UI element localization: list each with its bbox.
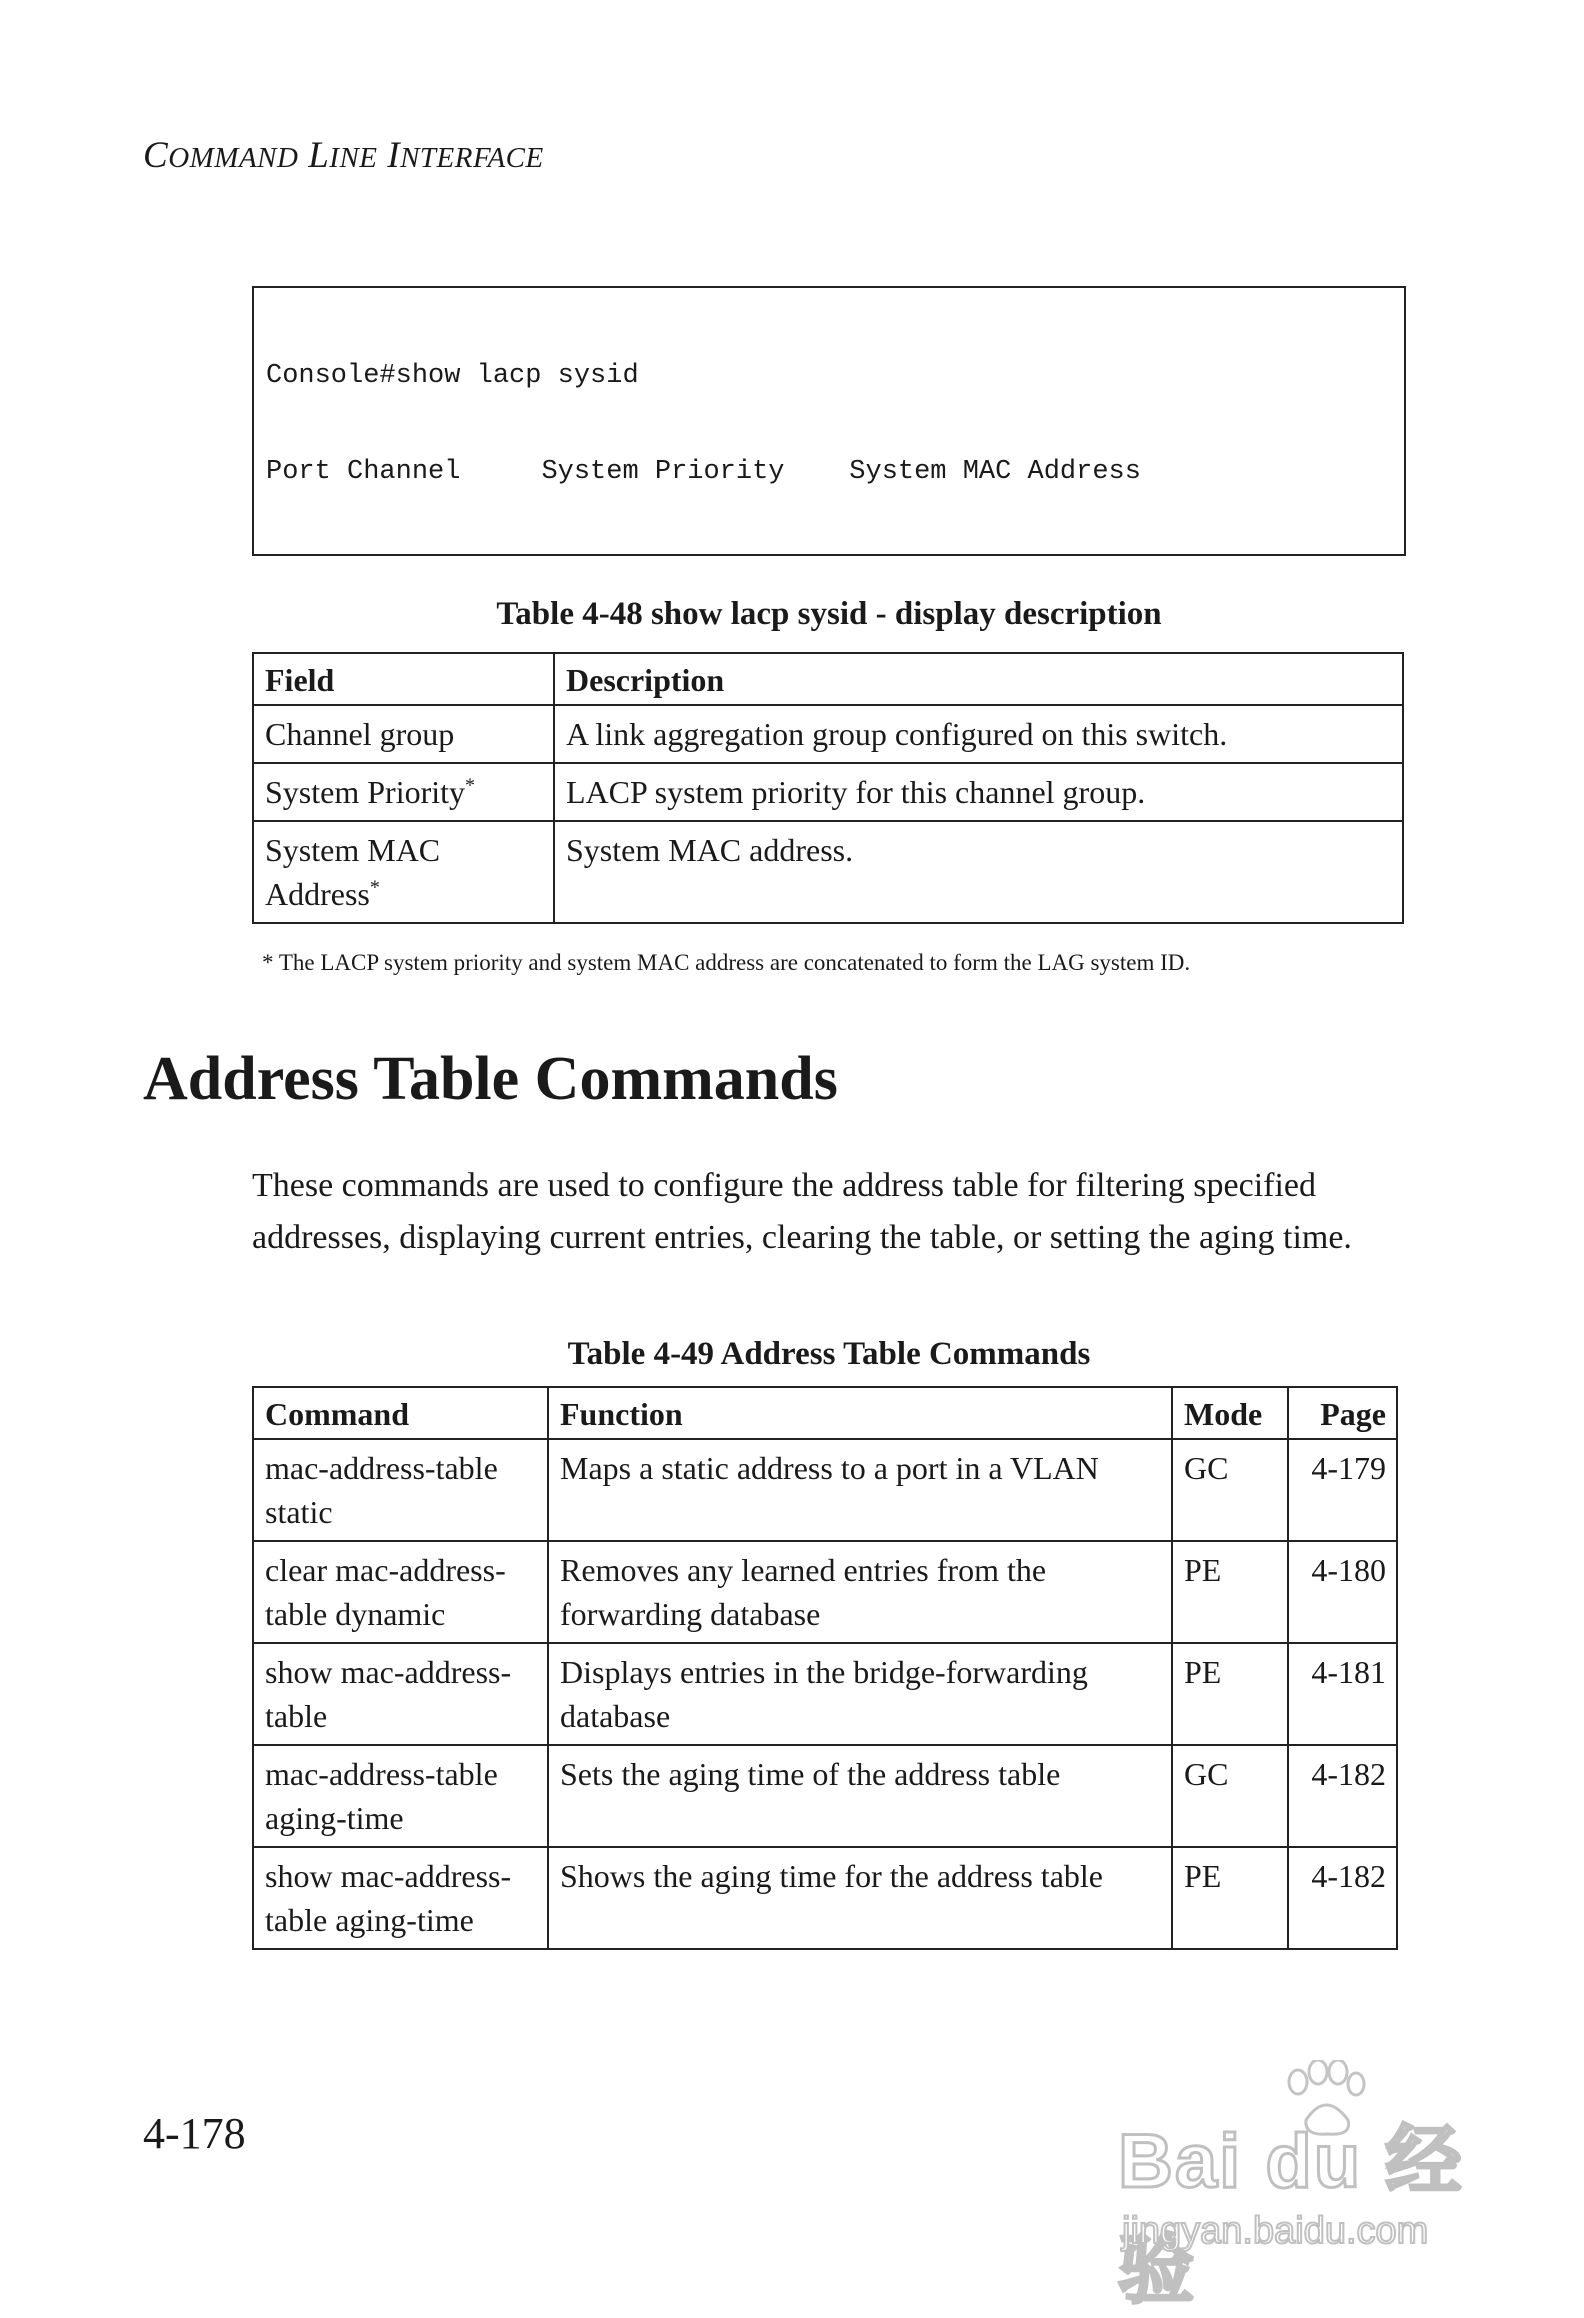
console-line: Console#show lacp sysid xyxy=(266,361,639,391)
field-text: System MAC Address xyxy=(265,832,441,912)
mode-cell: PE xyxy=(1172,1847,1288,1949)
console-output xyxy=(252,286,1406,556)
command-cell: mac-address-table static xyxy=(253,1439,548,1541)
command-cell: clear mac-address-table dynamic xyxy=(253,1541,548,1643)
column-header: Command xyxy=(253,1387,548,1439)
section-title: Address Table Commands xyxy=(143,1045,838,1113)
description-cell: LACP system priority for this channel group. xyxy=(554,763,1403,821)
field-cell: Channel group xyxy=(253,705,554,763)
table-header-row xyxy=(253,653,1403,705)
column-header: Mode xyxy=(1172,1387,1288,1439)
function-cell: Displays entries in the bridge-forwarding database xyxy=(548,1643,1172,1745)
function-cell: Shows the aging time for the address table xyxy=(548,1847,1172,1949)
mode-cell: GC xyxy=(1172,1745,1288,1847)
description-cell: A link aggregation group configured on this switch. xyxy=(554,705,1403,763)
function-cell: Sets the aging time of the address table xyxy=(548,1745,1172,1847)
watermark-brand: Bai du 经验 xyxy=(1118,2119,1464,2313)
column-header: Field xyxy=(253,653,554,705)
page-number: 4-178 xyxy=(143,2109,246,2158)
page-cell: 4-181 xyxy=(1288,1643,1397,1745)
mode-cell: GC xyxy=(1172,1439,1288,1541)
table-48 xyxy=(252,652,1404,924)
console-line xyxy=(266,552,1404,556)
table-48-caption: Table 4-48 show lacp sysid - display description xyxy=(496,596,1162,632)
table-header-row xyxy=(253,1387,1397,1439)
function-cell: Maps a static address to a port in a VLAN xyxy=(548,1439,1172,1541)
table-row xyxy=(253,705,1403,763)
field-text: System Priority xyxy=(265,774,466,810)
page-cell: 4-180 xyxy=(1288,1541,1397,1643)
table-48-footnote: * The LACP system priority and system MAC address are concatenated to form the LAG system ID. xyxy=(262,950,1191,975)
page-cell: 4-179 xyxy=(1288,1439,1397,1541)
page-cell: 4-182 xyxy=(1288,1847,1397,1949)
table-row xyxy=(253,821,1403,923)
mode-cell: PE xyxy=(1172,1541,1288,1643)
running-header xyxy=(143,134,544,177)
column-header: Description xyxy=(554,653,1403,705)
description-cell: System MAC address. xyxy=(554,821,1403,923)
mode-cell: PE xyxy=(1172,1643,1288,1745)
table-row xyxy=(253,1541,1397,1643)
baidu-watermark xyxy=(1118,2060,1518,2313)
command-cell: show mac-address-table xyxy=(253,1643,548,1745)
footnote-mark: * xyxy=(369,876,380,899)
page-cell: 4-182 xyxy=(1288,1745,1397,1847)
table-row xyxy=(253,1643,1397,1745)
field-cell xyxy=(253,821,554,923)
table-49-caption: Table 4-49 Address Table Commands xyxy=(567,1336,1091,1372)
function-cell: Removes any learned entries from the forwarding database xyxy=(548,1541,1172,1643)
command-cell: mac-address-table aging-time xyxy=(253,1745,548,1847)
running-header-text: COMMAND LINE INTERFACE xyxy=(143,135,544,176)
field-cell xyxy=(253,763,554,821)
console-line: Port Channel System Priority System MAC Address xyxy=(266,457,1141,487)
table-49 xyxy=(252,1386,1398,1950)
table-row xyxy=(253,763,1403,821)
table-row xyxy=(253,1439,1397,1541)
section-intro: These commands are used to configure the address table for filtering specified addresses, displaying current entries, clearing the table, or setting the aging time. xyxy=(252,1167,1352,1256)
table-row xyxy=(253,1847,1397,1949)
column-header: Function xyxy=(548,1387,1172,1439)
column-header: Page xyxy=(1288,1387,1397,1439)
footnote-mark: * xyxy=(465,774,476,797)
table-row xyxy=(253,1745,1397,1847)
watermark-site: jingyan.baidu.com xyxy=(1122,2210,1429,2252)
command-cell: show mac-address-table aging-time xyxy=(253,1847,548,1949)
